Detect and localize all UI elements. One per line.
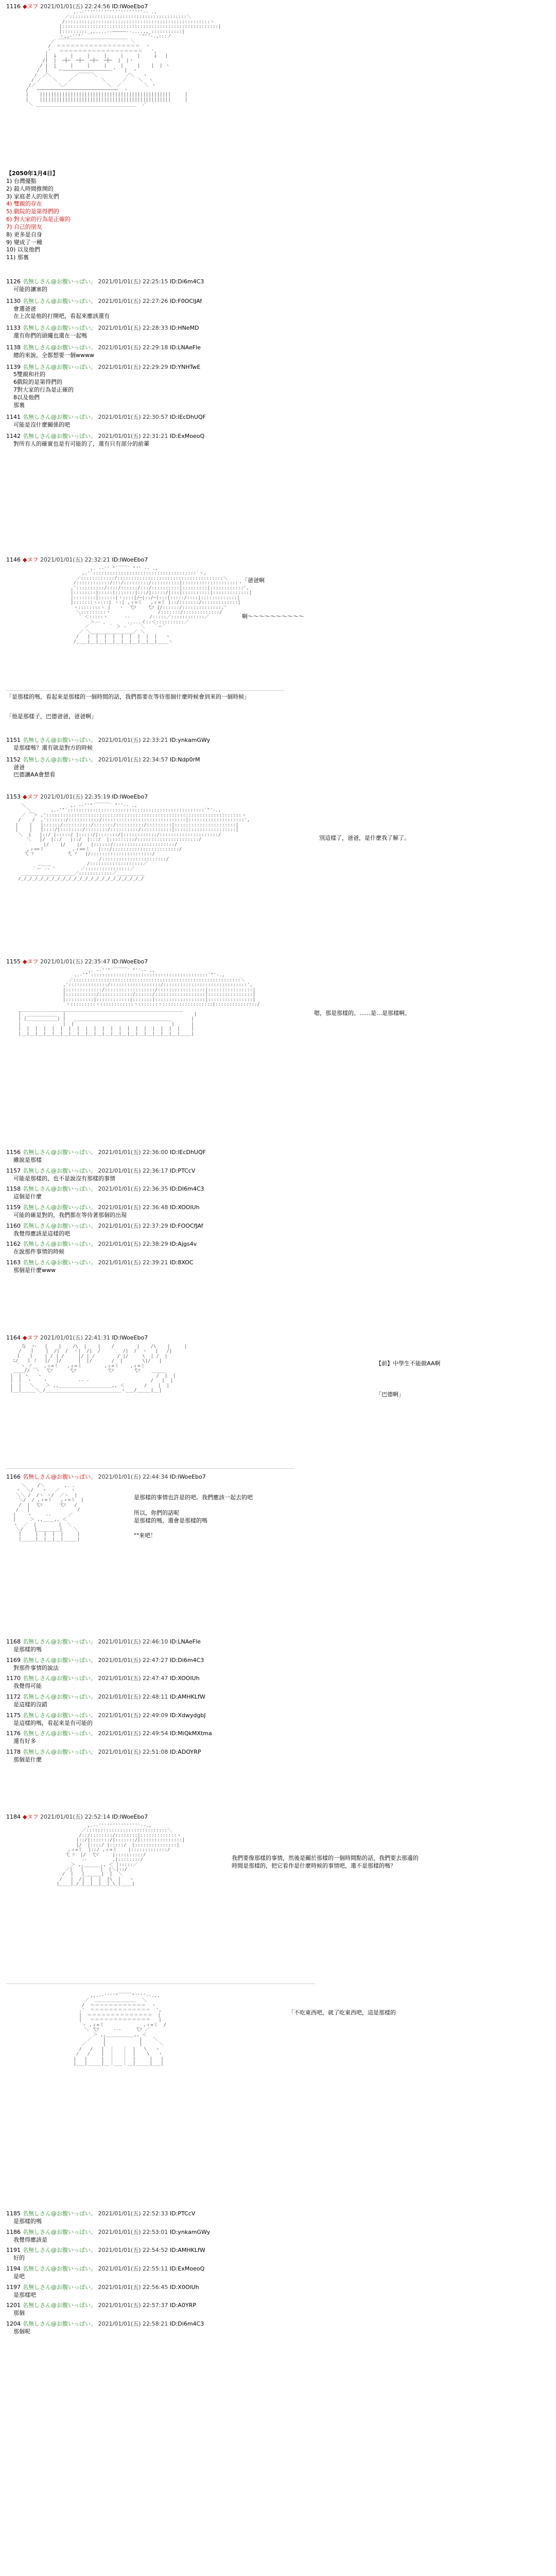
reply: 1138 名無しさん@お腹いっぱい。 2021/01/01(五) 22:29:18 ID:LNAeFle 總的來說，全都想要一個wwww: [6, 344, 201, 359]
list-item: 6) 對大家的行為是正確的: [6, 216, 71, 223]
list-item: 9) 變成了一種: [6, 239, 42, 246]
reply: 1176 名無しさん@お腹いっぱい。 2021/01/01(五) 22:49:54 ID:MiQkMXtma 還有好多: [6, 1730, 212, 1745]
reply: 1185 名無しさん@お腹いっぱい。 2021/01/01(五) 22:52:33 ID:PTCcV 是那樣的嗎: [6, 2210, 196, 2225]
ascii-art-figure: ＼ /＼ ,. ､ ヽ ＼/ ヽ ／ ヽ ＼＼ / /ヽ ヽ/ ／ヽ | ＼/ / ,ィ=ミ ,ィ=ミ | / | 弋ｿ 弋ｿ / / | / | ヽ ‐- ／ | ＞ ,,____,, ＜ ヽ ／ | | ＼ ＼/ |________| ＼ | | | | | | |_____|__|__|__|_____|: [13, 1483, 84, 1542]
list-item: 5) 戲院的是第得們的: [6, 208, 59, 215]
reply-list: [6, 1149, 550, 1278]
post-header: 1116 ◆ヌフ 2021/01/01(五) 22:24:56 ID:lWoeEbo7: [6, 3, 148, 10]
ascii-art-figure: ,.-‐'''''''''''''''‐-., ／:::::::::::::::::::::::::::::＼ /::/::::::::/::::::::|:::::::::::::ヽ |::/|:::::::/|:::::::/|:::::::::::::::| |/ |::::/ |:::::/ |:::::::::::::::| ,ィ=ミ |::/ ,ィ=ミ |:::::::::::::/ 弋 ｿ |/ 弋ｿ |::::::::::/ ‐- ,|::::::::/ ＞ ,,______,, ＜ |:::::／ ／| | | |＼|::/ / | |______| | ＼ / | /| | | |\ | ヽ |____|_/_|__|__|__|_\_|____|: [57, 1823, 185, 1887]
reply: 1175 名無しさん@お腹いっぱい。 2021/01/01(五) 22:49:09 ID:XdwydgbJ 是這樣的嗎，看起來是有可能的: [6, 1711, 206, 1726]
reply: 1133 名無しさん@お腹いっぱい。 2021/01/01(五) 22:28:33 ID:HNeMD 還有你們的頭繩也還在一起嗎: [6, 325, 199, 340]
post-header: 1146 ◆ヌフ 2021/01/01(五) 22:32:21 ID:lWoeEbo7: [6, 556, 148, 563]
reply: 1160 名無しさん@お腹いっぱい。 2021/01/01(五) 22:37:29 ID:FOOCfJAf 我覺得應該是這樣的吧: [6, 1222, 203, 1237]
reply: 1158 名無しさん@お腹いっぱい。 2021/01/01(五) 22:36:35 ID:DI6m4C3 這個是什麼: [6, 1185, 204, 1200]
list-item: 4) 雙親的存在: [6, 200, 42, 208]
list-item: 11) 那裏: [6, 254, 29, 261]
ascii-art-figure: ,.-‐'''''''''''''''''''''‐- ., ／::::::::::::::::::::::::::::::::::::::::::＼ /::::::::::::::::::::::::::::::::::::::::::::::::::::ヽ |::::::::::::::::::::::::::::::::::::::::::::::::::::::::| |:::::::::_,,....--―――――--....,,_:::::::::::| ヽ,,-''"´ `"''-.,:::ノ ／ ￣￣￣￣￣￣￣￣￣￣￣￣￣￣￣ ＼ / ＝＝＝＝＝＝＝＝＝＝＝＝＝＝＝＝＝＝ ヽ ,' ＝＝＝＝＝＝＝＝＝＝＝＝＝＝＝＝＝＝ ', | i | | | | | i | /| | ─┼─ ─┼─ ─┼─ ─┼─ | |ヽ / | | | | | | | | | ヽ / | ｀ー―――――――――――――――――‐' | ヽ / ／＼ ／￣￣￣＼ ／＼ ヽ / ／ ＼ ／ ＼ ／ ＼ ヽ /／ ＼／ ＼ ／ ＼ ヽ / ───────────────────────────── ヽ | ||||||||||||||||||||||||||||||||||||||||||||||| | | ||||||||||||||||||||||||||||||||||||||||||||||| | ＼ ____________________________________ ／: [26, 10, 221, 108]
post-header: 1155 ◆ヌフ 2021/01/01(五) 22:35:47 ID:lWoeEbo7: [6, 958, 148, 965]
post-header: 1153 ◆ヌフ 2021/01/01(五) 22:35:19 ID:lWoeEbo7: [6, 793, 148, 800]
speech-bubble-tail: 啊～～～～～～～～～～: [242, 613, 304, 620]
ascii-art-figure: ,. -‐''"´￣￣￣` "''‐- ., ,.-'"´::::::::::::::::::::::::::::::::::::::::::`"'-., ／::::::::::::::::::::::::::::::::::::::::::::::::::::::::::::＼ ,'::::::::::::::/::::::::::::::::::/::::::::::::::::::::::::::::::', |:::::::::::::/::::::::::::::::::/:::::::::::::::::|::::::::::::::::| |:::::::::::/::::::::::::/::::::/::::::::::::::::::|::::::::::::::::| |::::::::::|::::::::::::|:::::::|::::::::::::::::::|::::::::::::::::| ヽ:::::::::ヽ::::::::::::ヽ:::::::ヽ::::::::::::::::::|:::::::::::::::/ ___________________________________________________________ | ___________ | | | |___________| | ___________________________________ | | | | | | | | | | | | | | | | | | | | | | | | | | | |__|__|__|__|__|__|__|__|__|__|__|__|__|__|__|__|__|__|__|____|: [18, 968, 260, 1037]
reply: 1168 名無しさん@お腹いっぱい。 2021/01/01(五) 22:46:10 ID:LNAeFle 是那樣的嗎: [6, 1638, 201, 1653]
list-item: 2) 殺人時間推開的: [6, 185, 54, 192]
list-item: 8) 更多是自身: [6, 231, 42, 238]
ascii-art-figure: ＼ ,. -‐''"´￣￣￣` "''‐- ., ＼ ,.-'"´:::::::::::::::::::::::::::::::::::::::::::::::::`"'-., ／ ￣＞ ,'::::::::::::::::::::::::::::::::::::::::::::::::::::::::::::::::::::::ヽ / / ,':::::::/:::::::::::/::::::::::::::::::::::::::::::|::::::::::::::::::::', | | |::::::/::::::::::/:::::::/::::::::::/:::::::::|::::::::::::::::::::::| | | |::::/|::::::::/::::::::/::::::::::/:::::::::::|::::::::::::::::::::::| ＼ | |::/ |:::::/ |:::::/|:::::::/|::::::::::::/:::::::::::::::::::::/ ＼ |/ |::/ |::/ |:::/ |:::::::::/::::::::::::::::::::::/ |/ |/ |/ |::::::/::::::::::::::::::::::/ ,ィ==ミ ,ィ==ミ |:::/::::::::::::::::::::::::/ 弋 ｿ 弋 ｿ |/::::::::::::::::::::::/ /:::::::::::::::::::::::/ ＿___ /:::::::::::::::::::／ ｀ー ‐‐ ' ／::::::::::::::::／ ___________________／::::::::::::／__________ /_/_/_/_/_/_/_/_/_/_/_/_/_/_/_/_/_/_/_/_/_/_/: [15, 803, 250, 882]
speech-bubble: 別這樣了，爸爸，是什麼我了解了。: [319, 835, 410, 841]
reply-list: [6, 737, 550, 783]
reply: 1162 名無しさん@お腹いっぱい。 2021/01/01(五) 22:38:29 ID:Ajgs4v 在說那件事情的時候: [6, 1241, 197, 1256]
reply: 1130 名無しさん@お腹いっぱい。 2021/01/01(五) 22:27:26 ID:F0OClJAf 會選爸爸 在上次是他的打開吧，看起來應該還有: [6, 297, 202, 320]
narration-quote: 「是那樣的嗎，看起來是那樣的一個時間的話，我們都要在等待那個什麼時候會到來的一個時候」: [6, 693, 250, 700]
speech-bubble: 「爸爸啊: [242, 577, 265, 584]
reply: 1204 名無しさん@お腹いっぱい。 2021/01/01(五) 22:58:21 ID:Di6m4C3 那個呢: [6, 2320, 204, 2335]
reply: 1163 名無しさん@お腹いっぱい。 2021/01/01(五) 22:39:21 ID:8XOC 那個是什麼www: [6, 1259, 194, 1274]
divider: [6, 690, 284, 691]
numbered-list: [6, 170, 550, 262]
reply: 1194 名無しさん@お腹いっぱい。 2021/01/01(五) 22:55:11 ID:ExMoeoQ 是吧: [6, 2265, 205, 2280]
reply: 1197 名無しさん@お腹いっぱい。 2021/01/01(五) 22:56:45 ID:X0OlUh 是那樣吧: [6, 2283, 199, 2298]
reply: 1141 名無しさん@お腹いっぱい。 2021/01/01(五) 22:30:57 ID:lEcDhUQF 可能是沒什麼關係的吧: [6, 413, 206, 428]
reply: 1170 名無しさん@お腹いっぱい。 2021/01/01(五) 22:47:47 ID:XOOlUh 我覺得可能: [6, 1675, 200, 1690]
list-item: 10) 以及他們: [6, 246, 40, 253]
reply: 1172 名無しさん@お腹いっぱい。 2021/01/01(五) 22:48:11 ID:AMHKLfW 是這樣的沒錯: [6, 1693, 205, 1708]
reply: 1139 名無しさん@お腹いっぱい。 2021/01/01(五) 22:29:29 ID:YNHTwE 5雙親和社的 6戲院的是第得們的 7對大家的行為是正確的 8以及他們 那裏: [6, 363, 201, 409]
reply: 1186 名無しさん@お腹いっぱい。 2021/01/01(五) 22:53:01 ID:ynkamGWy 我覺得應該是: [6, 2228, 211, 2243]
list-item: 1) 台灣優點: [6, 177, 37, 184]
reply: 1142 名無しさん@お腹いっぱい。 2021/01/01(五) 22:31:21 ID:ExMoeoQ 對所有人的確實也是有可能的了，還有只有部分的前輩: [6, 433, 205, 448]
ascii-art-figure: ,. -‐'' "´￣￣` "'' ‐- ., ,.'´:::::::::::::::::::::::::::::::::::::`ヽ, ／::::::::::::/::::::::::::::::::::::::::::::::::::::＼ /::::::::::::/:::/:::::::::/::::::::::|::::::::::::::::::::ヽ ,'::::::::::/::::/::::::/:::/::::::::::|:::::::::|::::::::::::', |::::::::|:::::|:::::::|:::/|:::::/|:::|::::::::::|:::::::::::::| |::::::::|::::::|ヽ::::|/─|::/─|:::|:::::/::::|:::::::::::::| |:::::::ヽ::::| ヽ:| ,ィ=ミ ,ィ=ミ |::/:::::::/:::::::::::::| ヽ::::::::ヽ | ヽ 弋ｿ 弋ｿ |/::::::/::::::::::::::,' ＼:::::::::ヽ /:::::::/:::::::::::::/ ` ＜:::::ヽ ‐- /:::::／::::::::::::／ ＞-‐ 、 .....イ::＜::::::::::／ ／ ｀ ＞ ‐ ´ ＼ ｀ー´ ／ ＼_______________／ ＼ / | | | | | | | | | ヽ /____|__|__|__|__|__|__|__|__|____ヽ: [71, 566, 252, 645]
speech-bubble: 「不吃東西吧，就了吃東西吧，這是那樣的: [288, 2009, 396, 2016]
caption-tag: 【前】中學生不能做AA啊: [376, 1360, 441, 1367]
list-title: 【2050年1月4日】: [6, 170, 58, 177]
reply: 1201 名無しさん@お腹いっぱい。 2021/01/01(五) 22:57:37 ID:A0YRP 那個: [6, 2302, 196, 2317]
post-header: 1166 名無しさん@お腹いっぱい。 2021/01/01(五) 22:44:34 ID:lWoeEbo7: [6, 1473, 206, 1480]
reply: 1151 名無しさん@お腹いっぱい。 2021/01/01(五) 22:33:21 ID:ynkamGWy 是那樣嗎？還有就是對方的時候: [6, 737, 211, 751]
reply-list: [6, 1638, 550, 1767]
narration-quote: 「他是那樣子，巴德爸爸，爸爸啊」: [6, 713, 97, 720]
list-item: 3) 家庭老人的朋友們: [6, 193, 59, 200]
speech-bubble: 是那樣的事情也許是的吧。我們應該一起去的吧 所以，你們的話呢 是那樣的嗎，還會是那樣的嗎 ""來吧！: [134, 1494, 253, 1539]
reply-list: [6, 2210, 550, 2339]
ascii-art-figure: ,,.-‐''''"￣￣￣"''''‐-.,, ／ ＿＿＿＿＿＿＿＿＿ ＼ / ＝＝＝＝＝＝＝＝＝＝＝＝ ヽ ,' ＝＝＝＝＝＝＝＝＝＝＝＝＝ ', | ＝＝＝＝＝＝＝＝＝＝＝＝＝＝ | | ＝＝＝＝＝＝＝＝＝＝＝＝＝ | ヽ ,ィ=ミ ,ィ=ミ / ＼ 弋ｿ ‐-‐ 弋ｿ ／ ＞ ,,__________,, ＜ ／ | | ＼ ／ | | ＼ / / | ｜ ｜ | \ ヽ / / | ｜ ｜ | \ ヽ | | | ｜ ｜ | | | |___|_____|__｜___｜__|_____|___|: [73, 1993, 166, 2067]
reply: 1152 名無しさん@お腹いっぱい。 2021/01/01(五) 22:34:57 ID:Ndp0rM 爸爸 巴德讓AA會想看: [6, 756, 200, 778]
reply: 1191 名無しさん@お腹いっぱい。 2021/01/01(五) 22:54:52 ID:AMHKLfW 好的: [6, 2247, 205, 2262]
reply: 1157 名無しさん@お腹いっぱい。 2021/01/01(五) 22:36:17 ID:PTCcV 可能是那樣的，也不是說沒有那樣的事情: [6, 1167, 196, 1182]
reply: 1178 名無しさん@お腹いっぱい。 2021/01/01(五) 22:51:08 ID:ADOYRP 那個是什麼: [6, 1749, 201, 1763]
reply: 1169 名無しさん@お腹いっぱい。 2021/01/01(五) 22:47:27 ID:Di6m4C3 對那件事情的說法: [6, 1656, 204, 1671]
reply: 1126 名無しさん@お腹いっぱい。 2021/01/01(五) 22:25:15 ID:Di6m4C3 可能的讓塞的: [6, 278, 204, 293]
reply: 1159 名無しさん@お腹いっぱい。 2021/01/01(五) 22:36:48 ID:XOOlUh 可能的確是對的，我們都在等待著那個的出現: [6, 1204, 200, 1218]
speech-bubble: 嗯，那是那樣的。……是…是那樣啊。: [314, 1010, 410, 1016]
divider: [6, 1468, 294, 1469]
post-header: 1164 ◆ヌフ 2021/01/01(五) 22:41:31 ID:lWoeEbo7: [6, 1334, 148, 1341]
list-item: 7) 自己的朋友: [6, 223, 42, 230]
speech-bubble: 我們要像那樣的事情，然後是關於那樣的一個時間點的話，我們要去那邊的 時間是那樣的，把它看作是什麼時候的事情吧，還不是那樣的嗎？: [232, 1855, 419, 1869]
reply: 1156 名無しさん@お腹いっぱい。 2021/01/01(五) 22:36:00 ID:lEcDhUQF 雖說是那樣: [6, 1149, 206, 1163]
reply-list: [6, 278, 550, 452]
ascii-art-figure: な ハ | | /\ | | / | /\ | | / ｌ | /| / ヽ| /| / /| / ヽ | /| ｌ ｌ | / | / |/ | / / |/ \ | / | ﾆ/ ｌ ﾉ |/ |/ | |/ / | \|/ | ｀ヽ_ノ__ ,ィ=ミ ,ィ=ミ ,ィ=ミ ,ィ=ミ ____// ヽ 弋ｿ 弋ｿ 弋ｿ 弋ｿ _____ | | ヽ ヽ / | | | | ヽ ヽ ‐- ‐ / | | | | ＼ ＞ ,,___________________,, ＜ / | | |__|_____＼_/___________________________ヽ___/_____|__|: [10, 1344, 187, 1393]
post-header: 1184 ◆ヌフ 2021/01/01(五) 22:52:14 ID:lWoeEbo7: [6, 1814, 148, 1820]
speech-bubble: 「巴德啊」: [376, 1391, 404, 1398]
